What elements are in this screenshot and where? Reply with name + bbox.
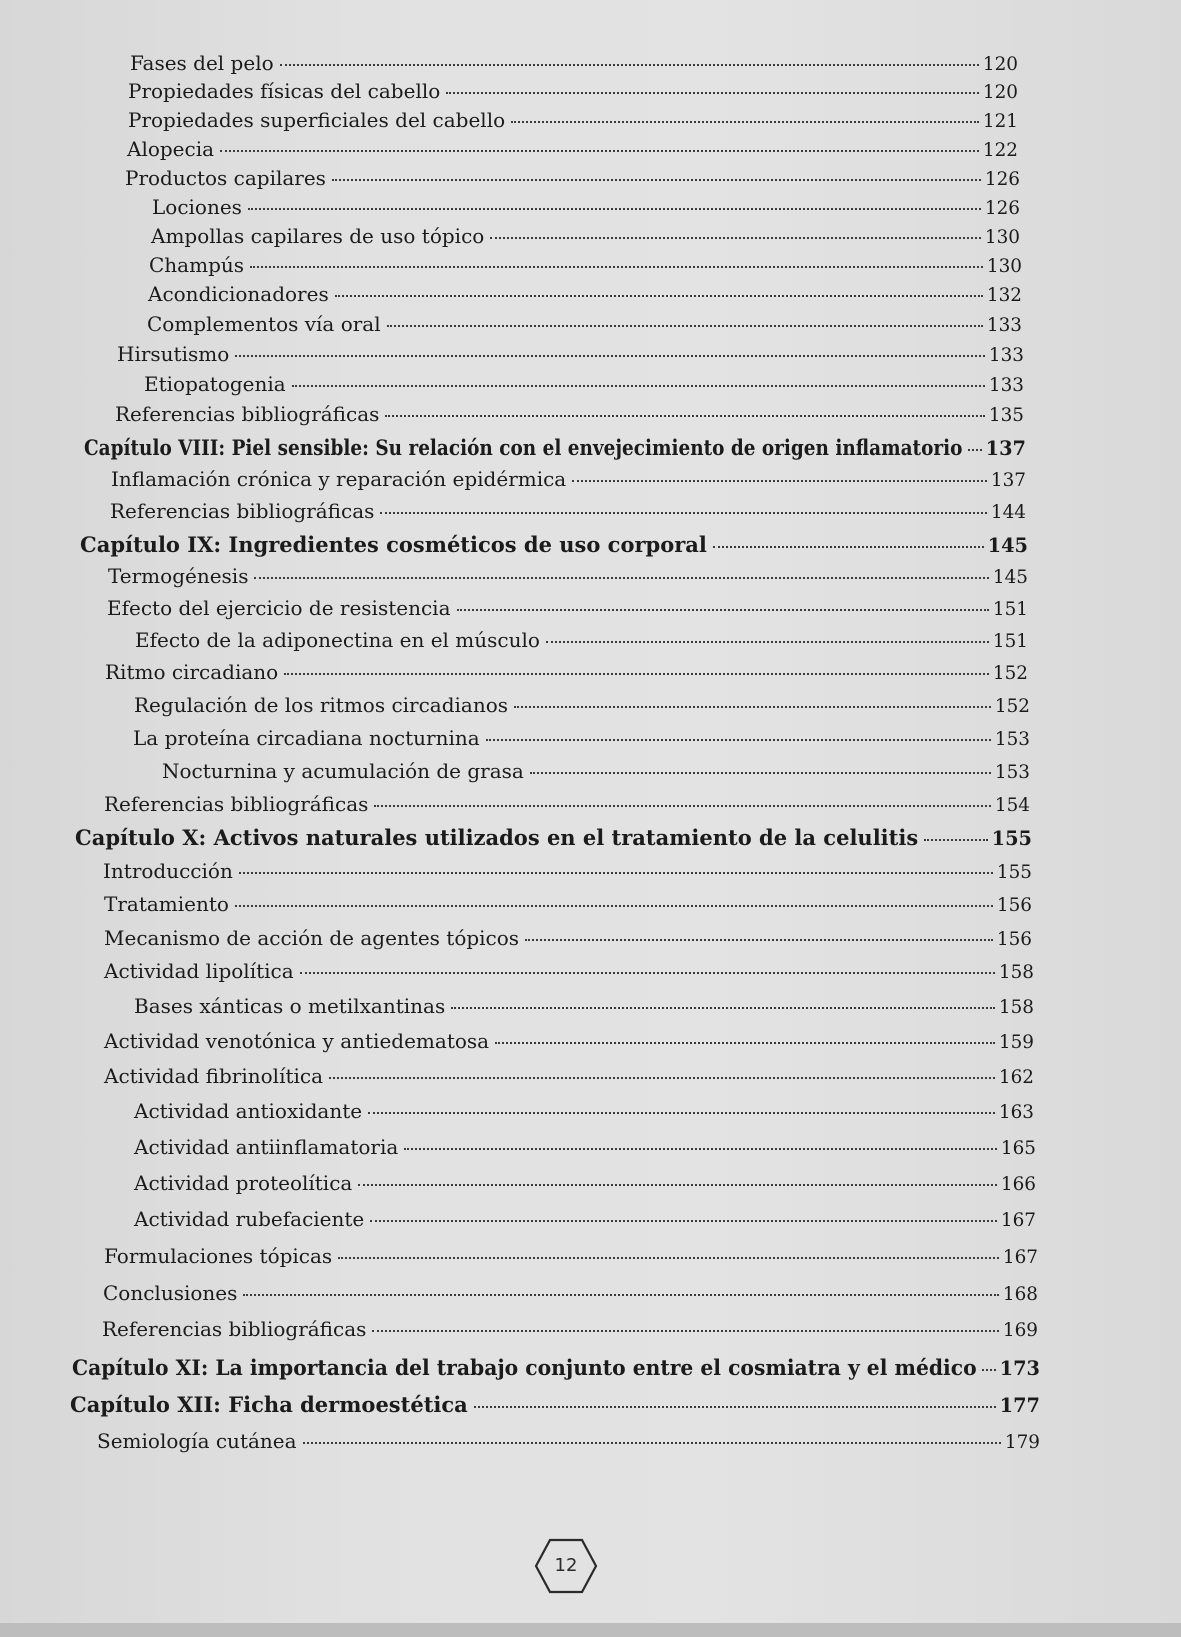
toc-entry-title: Referencias bibliográficas bbox=[104, 792, 369, 816]
toc-entry-page: 168 bbox=[1002, 1284, 1038, 1305]
toc-entry-title: Referencias bibliográficas bbox=[102, 1317, 367, 1341]
toc-entry-page: 155 bbox=[996, 862, 1032, 883]
dot-leader bbox=[254, 577, 988, 579]
toc-chapter-entry bbox=[75, 827, 1032, 848]
toc-entry-page: 120 bbox=[982, 82, 1018, 103]
toc-entry-title: Actividad proteolítica bbox=[134, 1171, 353, 1195]
dot-leader bbox=[370, 1220, 997, 1222]
toc-entry bbox=[134, 695, 1030, 716]
dot-leader bbox=[486, 739, 991, 741]
toc-entry-page: 154 bbox=[994, 795, 1030, 816]
toc-entry-title: Propiedades superficiales del cabello bbox=[128, 108, 506, 132]
dot-leader bbox=[968, 449, 981, 451]
toc-entry bbox=[104, 928, 1032, 949]
toc-entry bbox=[103, 1283, 1038, 1304]
toc-entry bbox=[130, 53, 1018, 74]
toc-entry-page: 121 bbox=[982, 111, 1018, 132]
dot-leader bbox=[338, 1257, 999, 1259]
toc-entry-page: 132 bbox=[986, 285, 1022, 306]
toc-entry-page: 158 bbox=[998, 997, 1034, 1018]
toc-entry-title: Bases xánticas o metilxantinas bbox=[134, 994, 446, 1018]
toc-entry-title: Hirsutismo bbox=[117, 342, 230, 366]
dot-leader bbox=[380, 512, 986, 514]
dot-leader bbox=[572, 480, 987, 482]
toc-entry-page: 122 bbox=[982, 140, 1018, 161]
toc-entry-title: Capítulo IX: Ingredientes cosméticos de uso corporal bbox=[80, 532, 707, 557]
dot-leader bbox=[220, 150, 979, 152]
toc-entry-page: 156 bbox=[996, 929, 1032, 950]
toc-entry bbox=[108, 566, 1028, 587]
toc-entry bbox=[104, 1246, 1038, 1267]
toc-entry bbox=[103, 861, 1032, 882]
toc-entry-title: Ritmo circadiano bbox=[105, 660, 279, 684]
toc-entry-page: 152 bbox=[994, 696, 1030, 717]
toc-entry-title: Referencias bibliográficas bbox=[110, 499, 375, 523]
toc-entry-title: Lociones bbox=[152, 195, 242, 219]
toc-entry bbox=[102, 1319, 1038, 1340]
toc-entry bbox=[134, 1209, 1036, 1230]
toc-entry bbox=[133, 728, 1030, 749]
toc-entry-title: Conclusiones bbox=[103, 1281, 238, 1305]
dot-leader bbox=[292, 385, 985, 387]
dot-leader bbox=[451, 1007, 995, 1009]
dot-leader bbox=[457, 609, 989, 611]
toc-entry bbox=[162, 761, 1030, 782]
toc-entry-page: 137 bbox=[985, 437, 1026, 460]
toc-entry-title: Capítulo X: Activos naturales utilizados en el tratamiento de la celulitis bbox=[75, 825, 919, 850]
dot-leader bbox=[303, 1442, 1001, 1444]
toc-entry-title: Capítulo XII: Ficha dermoestética bbox=[70, 1392, 468, 1417]
dot-leader bbox=[525, 939, 993, 941]
toc-entry bbox=[149, 255, 1022, 276]
toc-entry bbox=[105, 662, 1028, 683]
toc-entry bbox=[151, 226, 1020, 247]
toc-entry-title: Actividad antiinflamatoria bbox=[134, 1135, 399, 1159]
toc-entry-title: Regulación de los ritmos circadianos bbox=[134, 693, 509, 717]
dot-leader bbox=[387, 325, 983, 327]
toc-chapter-entry bbox=[72, 1357, 1040, 1378]
toc-entry-page: 165 bbox=[1000, 1138, 1036, 1159]
toc-entry-title: Ampollas capilares de uso tópico bbox=[151, 224, 485, 248]
toc-entry-title: Inflamación crónica y reparación epidérmica bbox=[111, 467, 567, 491]
toc-entry-title: Complementos vía oral bbox=[147, 312, 381, 336]
dot-leader bbox=[248, 208, 981, 210]
dot-leader bbox=[982, 1369, 995, 1371]
toc-entry-page: 153 bbox=[994, 762, 1030, 783]
toc-entry-title: Actividad antioxidante bbox=[134, 1099, 363, 1123]
toc-entry-title: Actividad lipolítica bbox=[104, 959, 294, 983]
dot-leader bbox=[374, 805, 990, 807]
toc-entry bbox=[104, 894, 1032, 915]
toc-entry-page: 167 bbox=[1000, 1210, 1036, 1231]
dot-leader bbox=[713, 546, 984, 548]
toc-entry-title: Alopecia bbox=[127, 137, 215, 161]
toc-entry bbox=[128, 110, 1018, 131]
dot-leader bbox=[924, 839, 988, 841]
toc-entry bbox=[152, 197, 1020, 218]
toc-entry bbox=[134, 1101, 1034, 1122]
toc-entry bbox=[104, 794, 1030, 815]
toc-entry-title: Capítulo VIII: Piel sensible: Su relación con el envejecimiento de origen inflamatorio bbox=[84, 435, 963, 460]
toc-entry-title: La proteína circadiana nocturnina bbox=[133, 726, 480, 750]
toc-entry-page: 177 bbox=[999, 1394, 1040, 1417]
toc-entry-title: Acondicionadores bbox=[148, 282, 329, 306]
toc-entry-page: 173 bbox=[999, 1357, 1040, 1380]
toc-entry-title: Semiología cutánea bbox=[97, 1429, 297, 1453]
page-edge bbox=[0, 1623, 1181, 1637]
toc-entry-page: 151 bbox=[992, 599, 1028, 620]
toc-entry-title: Fases del pelo bbox=[130, 51, 274, 75]
toc-entry bbox=[104, 1066, 1034, 1087]
page-number-badge bbox=[534, 1538, 598, 1594]
toc-entry bbox=[144, 374, 1024, 395]
toc-entry-title: Champús bbox=[149, 253, 245, 277]
dot-leader bbox=[546, 641, 989, 643]
toc-entry-title: Formulaciones tópicas bbox=[104, 1244, 333, 1268]
toc-entry bbox=[125, 168, 1020, 189]
dot-leader bbox=[235, 355, 985, 357]
toc-entry bbox=[147, 314, 1022, 335]
dot-leader bbox=[243, 1294, 999, 1296]
dot-leader bbox=[446, 92, 979, 94]
toc-entry-title: Introducción bbox=[103, 859, 233, 883]
toc-entry-page: 126 bbox=[984, 169, 1020, 190]
toc-entry bbox=[107, 598, 1028, 619]
toc-entry-page: 133 bbox=[986, 315, 1022, 336]
toc-entry-title: Actividad rubefaciente bbox=[134, 1207, 365, 1231]
toc-chapter-entry bbox=[84, 437, 1026, 458]
toc-entry-title: Mecanismo de acción de agentes tópicos bbox=[104, 926, 520, 950]
toc-entry-page: 145 bbox=[992, 567, 1028, 588]
dot-leader bbox=[490, 237, 981, 239]
toc-entry-page: 151 bbox=[992, 631, 1028, 652]
toc-entry-title: Etiopatogenia bbox=[144, 372, 286, 396]
toc-entry bbox=[111, 469, 1026, 490]
toc-entry-page: 120 bbox=[982, 54, 1018, 75]
toc-entry-page: 133 bbox=[988, 375, 1024, 396]
toc-entry-page: 133 bbox=[988, 345, 1024, 366]
toc-entry bbox=[128, 81, 1018, 102]
toc-entry-page: 156 bbox=[996, 895, 1032, 916]
toc-entry-page: 130 bbox=[984, 227, 1020, 248]
toc-entry bbox=[104, 961, 1034, 982]
toc-entry-title: Tratamiento bbox=[104, 892, 229, 916]
toc-entry bbox=[117, 344, 1024, 365]
toc-entry bbox=[127, 139, 1018, 160]
toc-entry-page: 137 bbox=[990, 470, 1026, 491]
toc-entry-page: 126 bbox=[984, 198, 1020, 219]
dot-leader bbox=[284, 673, 989, 675]
toc-entry bbox=[148, 284, 1022, 305]
dot-leader bbox=[514, 706, 991, 708]
dot-leader bbox=[368, 1112, 995, 1114]
dot-leader bbox=[235, 905, 993, 907]
toc-entry bbox=[104, 1031, 1034, 1052]
toc-entry-page: 158 bbox=[998, 962, 1034, 983]
toc-entry-page: 169 bbox=[1002, 1320, 1038, 1341]
toc-entry-page: 153 bbox=[994, 729, 1030, 750]
dot-leader bbox=[335, 295, 983, 297]
toc-entry-title: Referencias bibliográficas bbox=[115, 402, 380, 426]
toc-entry bbox=[115, 404, 1024, 425]
dot-leader bbox=[372, 1330, 998, 1332]
toc-entry-title: Efecto del ejercicio de resistencia bbox=[107, 596, 451, 620]
dot-leader bbox=[329, 1077, 995, 1079]
toc-entry bbox=[135, 630, 1028, 651]
dot-leader bbox=[280, 64, 979, 66]
dot-leader bbox=[332, 179, 981, 181]
toc-chapter-entry bbox=[70, 1394, 1040, 1415]
dot-leader bbox=[300, 972, 995, 974]
toc-entry-title: Capítulo XI: La importancia del trabajo conjunto entre el cosmiatra y el médico bbox=[72, 1355, 977, 1380]
toc-entry bbox=[110, 501, 1026, 522]
toc-entry-title: Nocturnina y acumulación de grasa bbox=[162, 759, 524, 783]
dot-leader bbox=[511, 121, 979, 123]
toc-entry-title: Propiedades físicas del cabello bbox=[128, 79, 441, 103]
toc-entry-title: Termogénesis bbox=[108, 564, 249, 588]
dot-leader bbox=[385, 415, 984, 417]
dot-leader bbox=[495, 1042, 995, 1044]
dot-leader bbox=[404, 1148, 997, 1150]
toc-entry bbox=[97, 1431, 1040, 1452]
toc-entry-page: 155 bbox=[991, 827, 1032, 850]
toc-entry-title: Efecto de la adiponectina en el músculo bbox=[135, 628, 540, 652]
dot-leader bbox=[239, 872, 993, 874]
toc-entry-page: 166 bbox=[1000, 1174, 1036, 1195]
toc-entry-page: 152 bbox=[992, 663, 1028, 684]
toc-entry bbox=[134, 1137, 1036, 1158]
page-number: 12 bbox=[554, 1555, 578, 1576]
toc-entry bbox=[134, 1173, 1036, 1194]
toc-entry-page: 167 bbox=[1002, 1247, 1038, 1268]
toc-entry-title: Productos capilares bbox=[125, 166, 326, 190]
toc-entry-page: 144 bbox=[990, 502, 1026, 523]
toc-entry-title: Actividad fibrinolítica bbox=[104, 1064, 324, 1088]
dot-leader bbox=[250, 266, 983, 268]
toc-entry-title: Actividad venotónica y antiedematosa bbox=[104, 1029, 490, 1053]
toc-entry-page: 162 bbox=[998, 1067, 1034, 1088]
toc-entry-page: 135 bbox=[988, 405, 1024, 426]
toc-entry-page: 163 bbox=[998, 1102, 1034, 1123]
toc-entry-page: 159 bbox=[998, 1032, 1034, 1053]
toc-entry-page: 145 bbox=[987, 534, 1028, 557]
toc-chapter-entry bbox=[80, 534, 1028, 555]
dot-leader bbox=[474, 1406, 996, 1408]
toc-entry bbox=[134, 996, 1034, 1017]
toc-entry-page: 130 bbox=[986, 256, 1022, 277]
toc-entry-page: 179 bbox=[1004, 1432, 1040, 1453]
dot-leader bbox=[530, 772, 991, 774]
dot-leader bbox=[358, 1184, 997, 1186]
